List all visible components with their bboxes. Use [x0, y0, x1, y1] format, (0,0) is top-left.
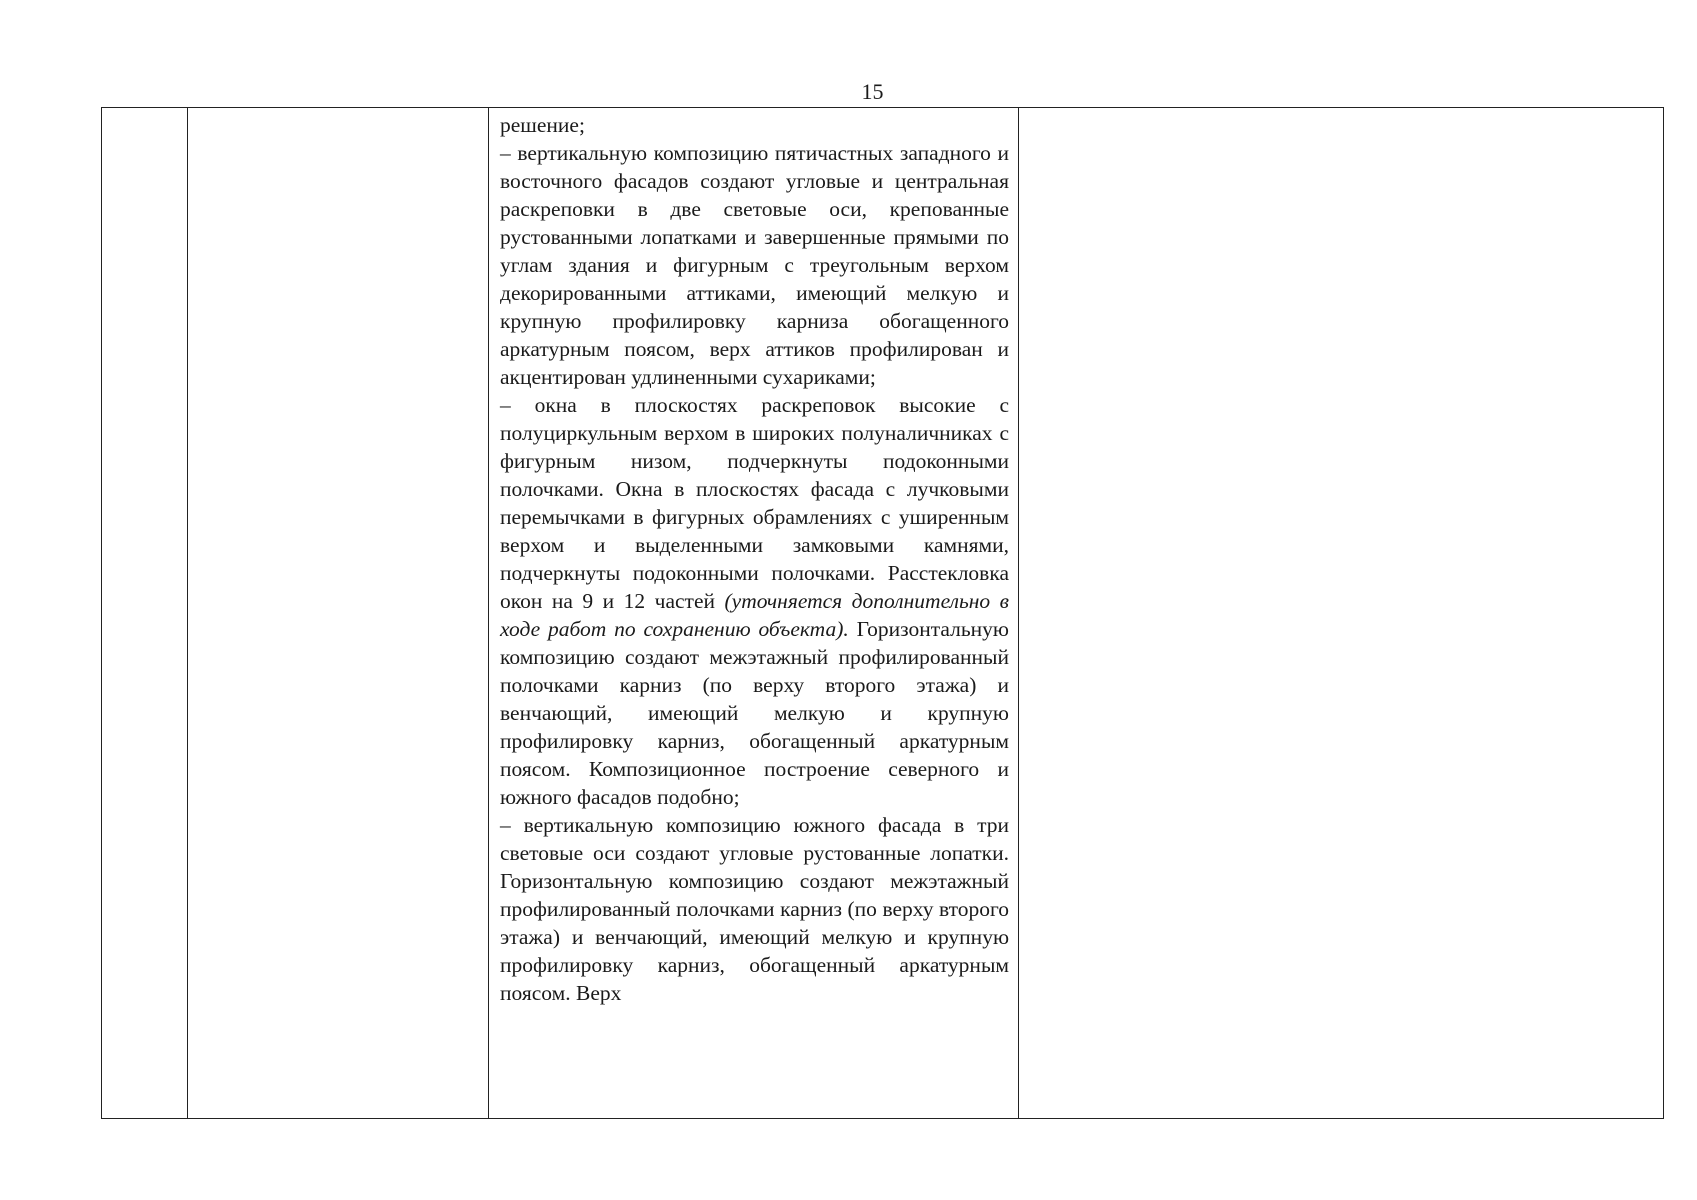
paragraph-intro: решение;	[500, 113, 585, 137]
table-column-description	[489, 108, 1019, 1118]
paragraph-windows	[500, 391, 1009, 811]
table-column-notes	[1019, 108, 1663, 1118]
windows-text-italic-note: (уточняется дополнительно в ходе работ по сохранению объекта).	[500, 589, 1009, 641]
document-table	[101, 107, 1664, 1119]
page-number: 15	[861, 79, 884, 104]
windows-text-start: – окна в плоскостях раскреповок высокие с полуциркульным верхом в широких полуналичниках с фигурным низом, подчеркнуты подоконными полочками. Окна в плоскостях фасада с лучковыми перемычками в фигурных обрамлениях с уширенным верхом и выделенными замковыми камнями, подчеркнуты подоконными полочками. Расстекловка окон на 9 и 12 частей	[500, 393, 1009, 613]
table-column-number	[102, 108, 188, 1118]
windows-text-end: Горизонтальную композицию создают межэтажный профилированный полочками карниз (по верху второго этажа) и венчающий, имеющий мелкую и крупную профилировку карниз, обогащенный аркатурным поясом. Композиционное построение северного и южного фасадов подобно;	[500, 617, 1009, 809]
paragraph-west-east-facades: – вертикальную композицию пятичастных западного и восточного фасадов создают угловые и центральная раскреповки в две световые оси, крепованные рустованными лопатками и завершенные прямыми по углам здания и фигурным с треугольным верхом декорированными аттиками, имеющий мелкую и крупную профилировку карниза обогащенного аркатурным поясом, верх аттиков профилирован и акцентирован удлиненными сухариками;	[500, 141, 1009, 389]
table-column-name	[188, 108, 489, 1118]
paragraph-south-facade: – вертикальную композицию южного фасада в три световые оси создают угловые рустованные лопатки. Горизонтальную композицию создают межэтажный профилированный полочками карниз (по верху второго этажа) и венчающий, имеющий мелкую и крупную профилировку карниз, обогащенный аркатурным поясом. Верх	[500, 813, 1009, 1005]
